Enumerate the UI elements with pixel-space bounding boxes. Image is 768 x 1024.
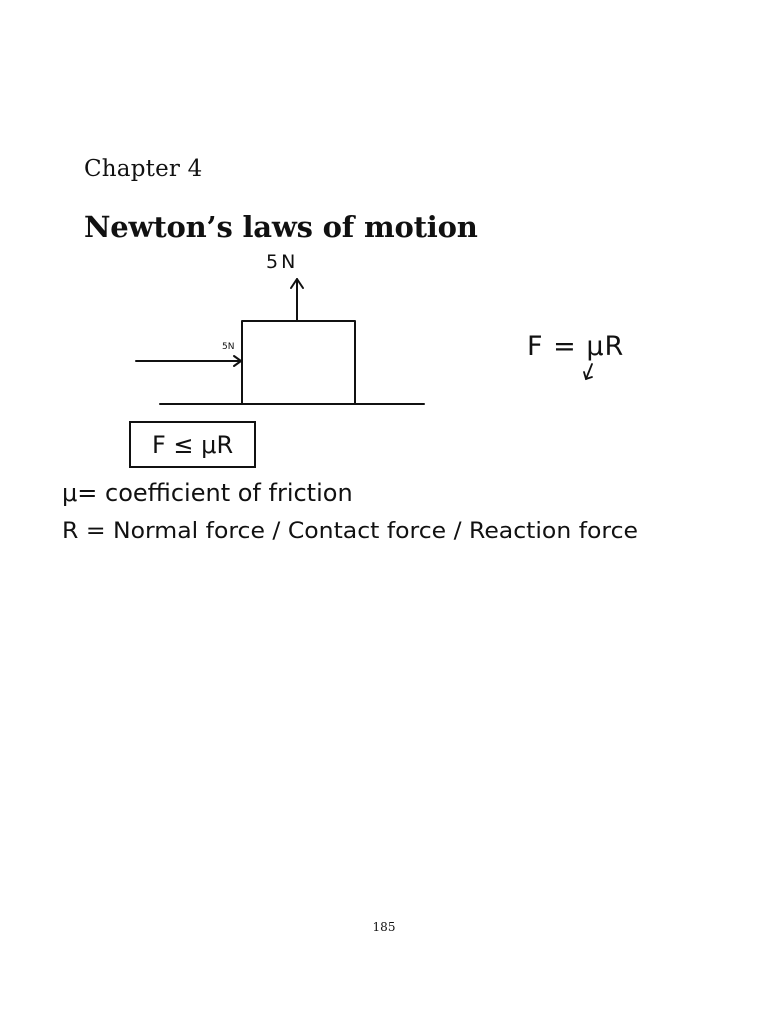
friction-inequality: F ≤ μR — [152, 431, 234, 459]
applied-force-label: 5N — [222, 342, 235, 352]
block — [242, 321, 355, 404]
chapter-label: Chapter 4 — [84, 156, 203, 182]
friction-equation: F = μR — [527, 331, 625, 362]
mu-definition: μ= coefficient of friction — [62, 479, 353, 507]
r-definition: R = Normal force / Contact force / Reaction force — [62, 519, 638, 544]
page-number: 185 — [372, 920, 396, 934]
upward-force-label: 5N — [266, 251, 299, 273]
down-arrow-icon — [584, 364, 592, 379]
chapter-title: Newton’s laws of motion — [84, 210, 478, 244]
force-diagram — [136, 251, 424, 404]
